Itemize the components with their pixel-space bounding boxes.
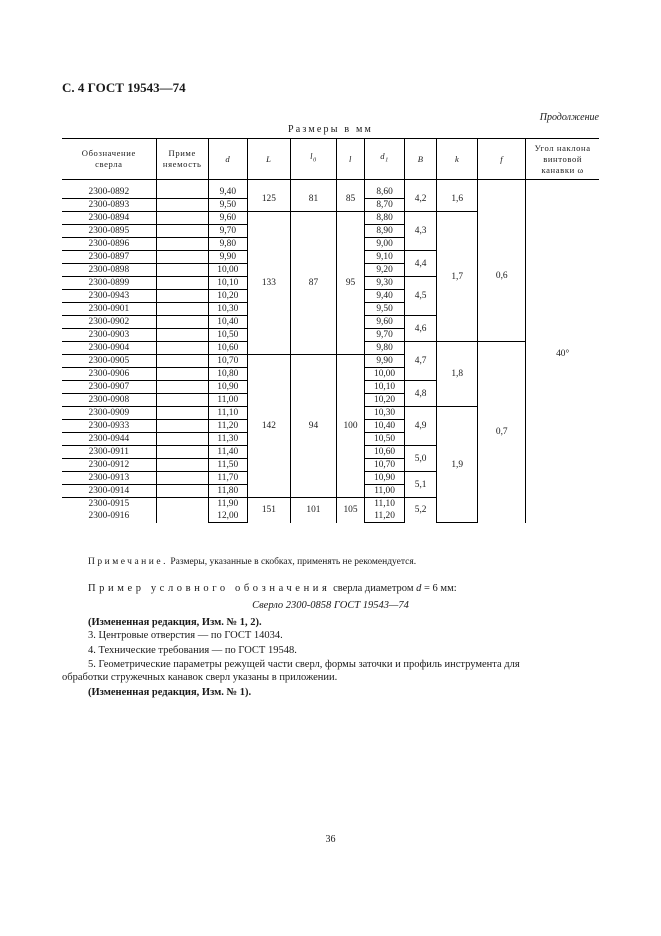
example-designation: Сверло 2300-0858 ГОСТ 19543—74	[252, 600, 409, 611]
d1-cell: 11,20	[365, 510, 405, 523]
b-cell: 4,2	[405, 186, 437, 212]
d1-cell: 10,10	[365, 381, 405, 394]
d1-cell: 10,40	[365, 420, 405, 433]
applicability-cell	[156, 368, 208, 381]
d1-cell: 9,60	[365, 316, 405, 329]
l-cell: 105	[336, 498, 364, 523]
table-header-row	[62, 139, 599, 180]
d1-cell: 10,00	[365, 368, 405, 381]
applicability-cell	[156, 355, 208, 368]
applicability-cell	[156, 420, 208, 433]
designation-cell: 2300-0933	[62, 420, 156, 433]
item-5-line-2: обработки стружечных канавок сверл указаны в приложении.	[62, 672, 338, 683]
designation-cell: 2300-0901	[62, 303, 156, 316]
d1-cell: 10,60	[365, 446, 405, 459]
d-cell: 10,10	[208, 277, 247, 290]
k-cell: 1,8	[437, 342, 478, 407]
designation-cell: 2300-0905	[62, 355, 156, 368]
d-cell: 10,50	[208, 329, 247, 342]
d1-cell: 9,50	[365, 303, 405, 316]
applicability-cell	[156, 433, 208, 446]
table-note	[88, 557, 416, 567]
d1-cell: 9,00	[365, 238, 405, 251]
designation-cell: 2300-0912	[62, 459, 156, 472]
d1-cell: 9,70	[365, 329, 405, 342]
d-cell: 9,70	[208, 225, 247, 238]
designation-cell: 2300-0908	[62, 394, 156, 407]
page-number: 36	[325, 834, 336, 845]
applicability-cell	[156, 199, 208, 212]
page-header: С. 4 ГОСТ 19543—74	[62, 80, 186, 95]
header-f: f	[478, 139, 526, 180]
header-k: k	[437, 139, 478, 180]
b-cell: 5,2	[405, 498, 437, 523]
d1-cell: 10,30	[365, 407, 405, 420]
header-d1: $d_1$	[365, 139, 405, 180]
d-cell: 10,80	[208, 368, 247, 381]
l-cell: 85	[336, 186, 364, 212]
applicability-cell	[156, 264, 208, 277]
applicability-cell	[156, 381, 208, 394]
b-cell: 4,5	[405, 277, 437, 316]
k-cell: 1,6	[437, 186, 478, 212]
angle-cell: 40°	[526, 186, 599, 523]
applicability-cell	[156, 303, 208, 316]
d-cell: 11,50	[208, 459, 247, 472]
applicability-cell	[156, 316, 208, 329]
header-angle: Угол наклона винтовой канавки ω	[526, 139, 599, 180]
item-5-line-1: 5. Геометрические параметры режущей части сверл, формы заточки и профиль инструмента для	[88, 659, 520, 670]
applicability-cell	[156, 329, 208, 342]
applicability-cell	[156, 238, 208, 251]
d1-cell: 8,70	[365, 199, 405, 212]
b-cell: 5,1	[405, 472, 437, 498]
d1-cell: 9,90	[365, 355, 405, 368]
note-text: Размеры, указанные в скобках, применять не рекомендуется.	[167, 557, 417, 567]
designation-cell: 2300-0904	[62, 342, 156, 355]
d-cell: 11,30	[208, 433, 247, 446]
l0-cell: 81	[290, 186, 336, 212]
designation-cell: 2300-0944	[62, 433, 156, 446]
designation-cell: 2300-0892	[62, 186, 156, 199]
d-cell: 11,70	[208, 472, 247, 485]
k-cell: 1,7	[437, 212, 478, 342]
designation-cell: 2300-0893	[62, 199, 156, 212]
applicability-cell	[156, 212, 208, 225]
b-cell: 4,3	[405, 212, 437, 251]
d-cell: 10,20	[208, 290, 247, 303]
d1-cell: 9,30	[365, 277, 405, 290]
d-cell: 11,80	[208, 485, 247, 498]
l0-cell: 94	[290, 355, 336, 498]
applicability-cell	[156, 510, 208, 523]
d-cell: 10,40	[208, 316, 247, 329]
d-cell: 9,60	[208, 212, 247, 225]
d1-cell: 11,00	[365, 485, 405, 498]
applicability-cell	[156, 225, 208, 238]
b-cell: 5,0	[405, 446, 437, 472]
table-row	[62, 186, 599, 199]
d1-cell: 8,90	[365, 225, 405, 238]
edition-note-1: (Измененная редакция, Изм. № 1, 2).	[88, 617, 262, 628]
header-l: l	[336, 139, 364, 180]
applicability-cell	[156, 251, 208, 264]
designation-cell: 2300-0915	[88, 499, 130, 509]
applicability-cell	[156, 186, 208, 199]
d1-cell: 10,20	[365, 394, 405, 407]
designation-cell: 2300-0902	[62, 316, 156, 329]
d-cell: 9,90	[208, 251, 247, 264]
designation-cell: 2300-0916	[88, 511, 130, 522]
l0-cell: 101	[290, 498, 336, 523]
l-cell: 142	[247, 355, 290, 498]
header-designation: Обозначение сверла	[81, 148, 136, 169]
l-cell: 133	[247, 212, 290, 355]
d1-cell: 10,50	[365, 433, 405, 446]
item-3: 3. Центровые отверстия — по ГОСТ 14034.	[88, 630, 283, 641]
applicability-cell	[156, 394, 208, 407]
d-cell: 11,20	[208, 420, 247, 433]
designation-cell: 2300-0894	[62, 212, 156, 225]
header-applicability: Приме няемость	[156, 139, 208, 180]
designation-cell: 2300-0896	[62, 238, 156, 251]
d-cell: 10,70	[208, 355, 247, 368]
header-B: B	[405, 139, 437, 180]
applicability-cell	[156, 290, 208, 303]
designation-cell: 2300-0943	[62, 290, 156, 303]
header-L: L	[247, 139, 290, 180]
d1-cell: 9,40	[365, 290, 405, 303]
l-cell: 100	[336, 355, 364, 498]
f-cell-top	[478, 186, 526, 212]
item-4: 4. Технические требования — по ГОСТ 19548.	[88, 645, 297, 656]
applicability-cell	[156, 485, 208, 498]
designation-cell: 2300-0911	[62, 446, 156, 459]
f-cell: 0,6	[478, 212, 526, 342]
applicability-cell	[156, 446, 208, 459]
designation-cell: 2300-0895	[62, 225, 156, 238]
d1-cell: 11,10	[365, 498, 405, 511]
d1-cell: 9,20	[365, 264, 405, 277]
applicability-cell	[156, 407, 208, 420]
designation-cell: 2300-0897	[62, 251, 156, 264]
d-cell: 10,90	[208, 381, 247, 394]
continuation-label: Продолжение	[539, 112, 599, 123]
designation-cell: 2300-0909	[62, 407, 156, 420]
applicability-cell	[156, 277, 208, 290]
applicability-cell	[156, 472, 208, 485]
dimensions-table	[62, 138, 599, 523]
d-cell: 10,30	[208, 303, 247, 316]
d-cell: 11,40	[208, 446, 247, 459]
l-cell: 151	[247, 498, 290, 523]
applicability-cell	[156, 459, 208, 472]
d1-cell: 10,90	[365, 472, 405, 485]
l-cell: 125	[247, 186, 290, 212]
sizes-caption: Размеры в мм	[287, 124, 374, 135]
applicability-cell	[156, 498, 208, 511]
b-cell: 4,7	[405, 342, 437, 381]
k-cell: 1,9	[437, 407, 478, 523]
b-cell: 4,4	[405, 251, 437, 277]
designation-cell: 2300-0914	[62, 485, 156, 498]
edition-note-2: (Измененная редакция, Изм. № 1).	[88, 687, 252, 698]
d1-cell: 8,60	[365, 186, 405, 199]
designation-cell: 2300-0906	[62, 368, 156, 381]
designation-cell: 2300-0907	[62, 381, 156, 394]
d1-cell: 9,80	[365, 342, 405, 355]
d1-cell: 9,10	[365, 251, 405, 264]
d-cell: 11,90	[208, 498, 247, 511]
d-cell: 9,50	[208, 199, 247, 212]
l-cell: 95	[336, 212, 364, 355]
example-label: Пример условного обозначения	[88, 583, 331, 594]
b-cell: 4,6	[405, 316, 437, 342]
d-cell: 10,00	[208, 264, 247, 277]
designation-cell: 2300-0913	[62, 472, 156, 485]
header-l0: $l_0$	[290, 139, 336, 180]
f-cell: 0,7	[478, 342, 526, 523]
designation-cell: 2300-0899	[62, 277, 156, 290]
applicability-cell	[156, 342, 208, 355]
d-cell: 12,00	[208, 510, 247, 523]
example-line: Пример условного обозначения сверла диаметром d = 6 мм:	[88, 583, 457, 594]
note-label: Примечание.	[88, 557, 168, 567]
d-cell: 9,80	[208, 238, 247, 251]
d-cell: 9,40	[208, 186, 247, 199]
l0-cell: 87	[290, 212, 336, 355]
b-cell: 4,8	[405, 381, 437, 407]
d1-cell: 8,80	[365, 212, 405, 225]
designation-cell: 2300-0898	[62, 264, 156, 277]
b-cell: 4,9	[405, 407, 437, 446]
header-d: d	[208, 139, 247, 180]
designation-cell: 2300-0903	[62, 329, 156, 342]
table-row	[62, 212, 599, 225]
d-cell: 11,10	[208, 407, 247, 420]
d1-cell: 10,70	[365, 459, 405, 472]
d-cell: 11,00	[208, 394, 247, 407]
d-cell: 10,60	[208, 342, 247, 355]
